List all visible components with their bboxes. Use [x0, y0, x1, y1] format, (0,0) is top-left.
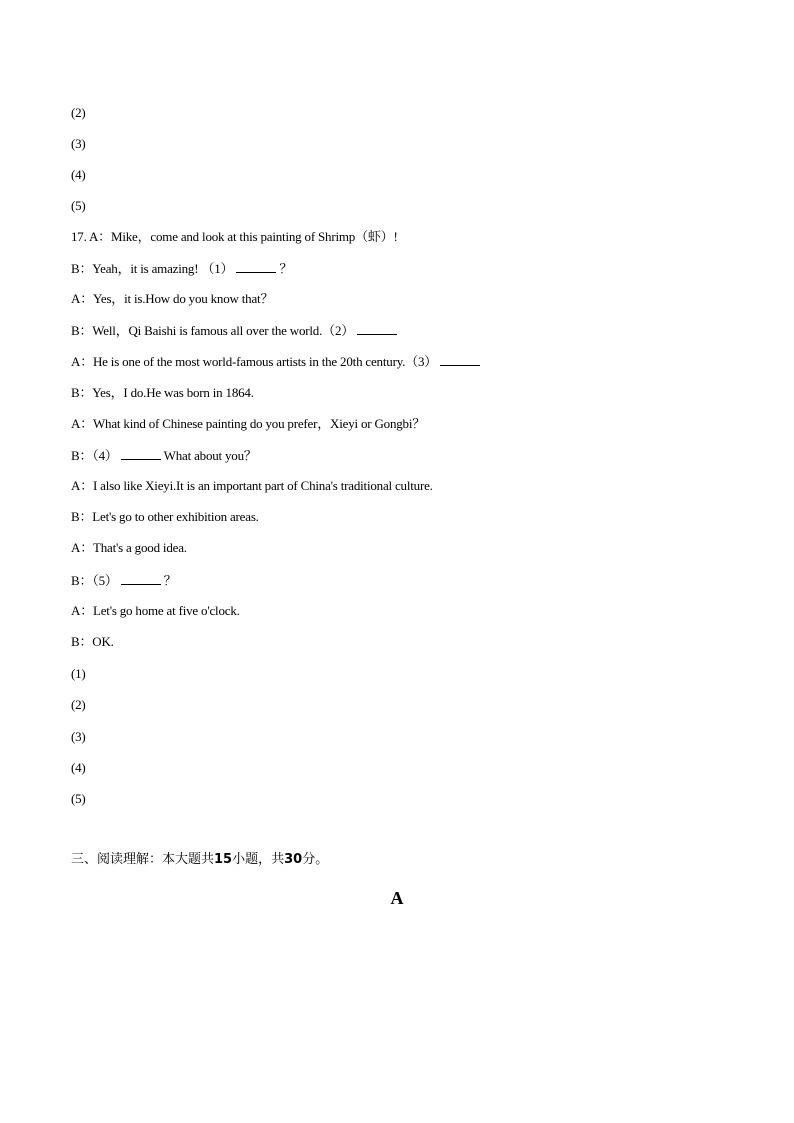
dialogue-text: B：Well，Qi Baishi is famous all over the world.（2） [71, 323, 355, 338]
section-question-count: 15 [214, 852, 233, 867]
dialogue-text: B：Let's go to other exhibition areas. [71, 509, 259, 524]
answer-line-4: (4) [71, 760, 86, 775]
section-heading-mid: 小题，共 [232, 852, 285, 867]
answer-blank[interactable] [357, 322, 397, 335]
answer-line-1: (1) [71, 666, 86, 681]
dialogue-text: 17. A：Mike，come and look at this painting of Shrimp（虾）! [71, 229, 398, 244]
section-score: 30 [284, 852, 303, 867]
answer-blank[interactable] [121, 572, 161, 585]
dialogue-line [71, 634, 114, 650]
answer-line-3: (3) [71, 729, 86, 744]
dialogue-line [71, 385, 254, 401]
dialogue-text: A：That's a good idea. [71, 540, 187, 555]
dialogue-line [71, 572, 176, 589]
dialogue-line [71, 509, 259, 525]
dialogue-line [71, 540, 187, 556]
answer-line-3: (3) [71, 136, 86, 151]
dialogue-text: A：Yes，it is.How do you know that？ [71, 291, 274, 306]
dialogue-text: A：What kind of Chinese painting do you prefer，Xieyi or Gongbi？ [71, 416, 426, 431]
dialogue-line [71, 291, 273, 307]
answer-line-2: (2) [71, 697, 86, 712]
dialogue-line [71, 416, 425, 432]
dialogue-text-after: What about you？ [163, 448, 257, 463]
dialogue-text: A：He is one of the most world-famous artists in the 20th century.（3） [71, 354, 438, 369]
dialogue-line [71, 478, 433, 494]
answer-line-2: (2) [71, 105, 86, 120]
answer-line-5: (5) [71, 198, 86, 213]
dialogue-text: B：（4） [71, 448, 118, 463]
dialogue-text: A：I also like Xieyi.It is an important part of China's traditional culture. [71, 478, 433, 493]
answer-blank[interactable] [236, 260, 276, 273]
answer-blank[interactable] [121, 447, 161, 460]
dialogue-text-after: ？ [163, 573, 177, 588]
dialogue-line [71, 603, 240, 619]
dialogue-text: B：（5） [71, 573, 118, 588]
section-heading [71, 852, 328, 868]
dialogue-line [71, 229, 398, 245]
answer-line-5: (5) [71, 791, 86, 806]
answer-line-4: (4) [71, 167, 86, 182]
passage-title: A [390, 888, 404, 908]
dialogue-text: B：Yes，I do.He was born in 1864. [71, 385, 254, 400]
dialogue-line [71, 447, 257, 464]
dialogue-text: B：OK. [71, 634, 114, 649]
dialogue-line [71, 353, 483, 370]
dialogue-text: A：Let's go home at five o'clock. [71, 603, 240, 618]
dialogue-line [71, 260, 292, 277]
section-heading-prefix: 三、阅读理解：本大题共 [71, 852, 215, 867]
section-heading-suffix: 分。 [302, 852, 329, 867]
answer-blank[interactable] [440, 353, 480, 366]
dialogue-text: B：Yeah，it is amazing! （1） [71, 261, 234, 276]
dialogue-text-after: ？ [279, 261, 293, 276]
dialogue-line [71, 322, 400, 339]
